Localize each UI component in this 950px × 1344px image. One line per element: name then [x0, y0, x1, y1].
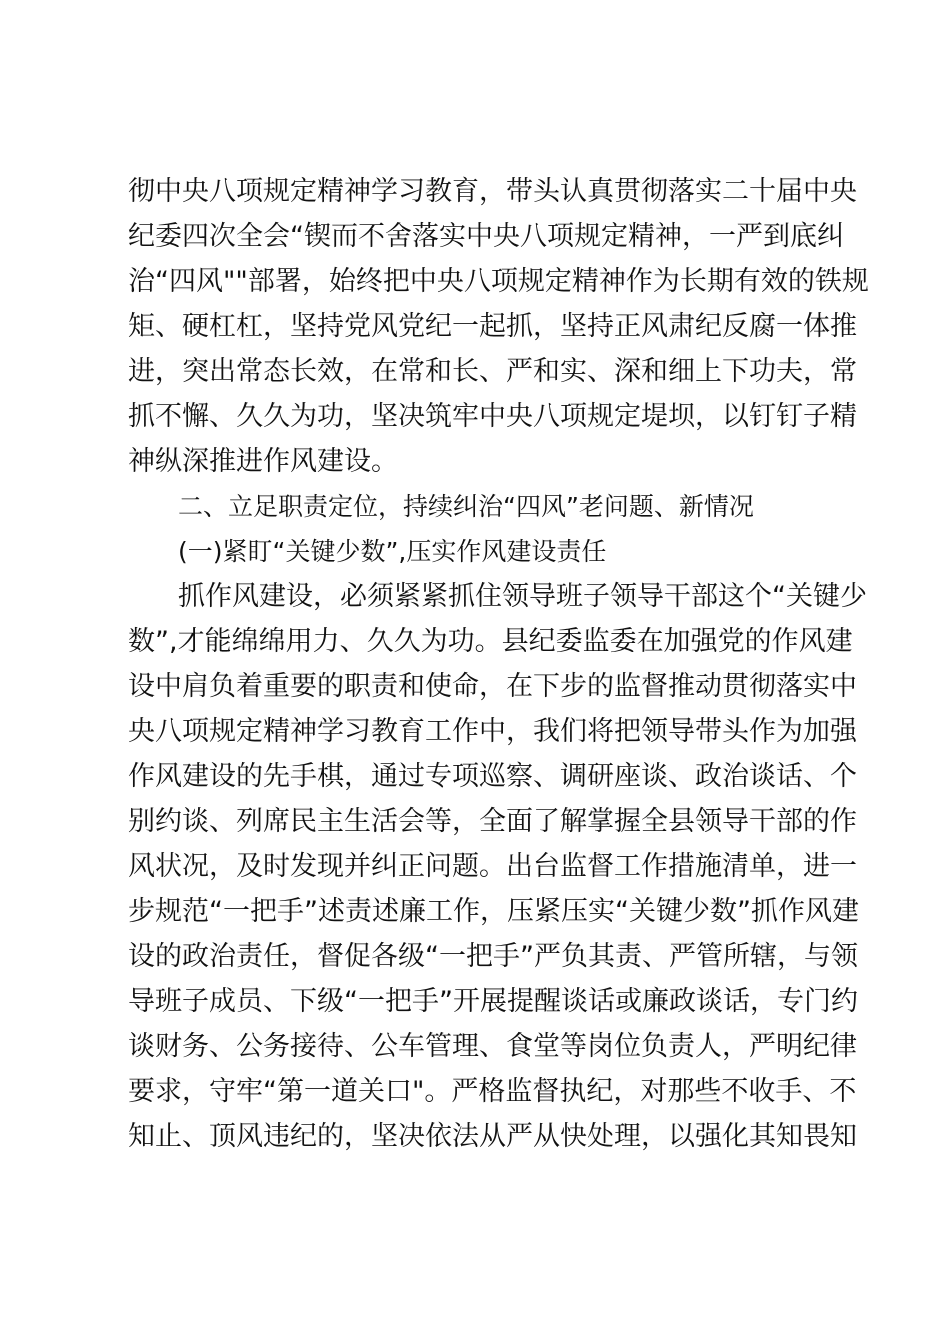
- body-text-line: 知止、顶风违纪的，坚决依法从严从快处理，以强化其知畏知: [128, 1121, 857, 1152]
- body-text-line: 数”,才能绵绵用力、久久为功。县纪委监委在加强党的作风建: [128, 626, 853, 657]
- body-text-line: 要求，守牢“第一道关口"。严格监督执纪，对那些不收手、不: [128, 1076, 857, 1107]
- body-text-line: 作风建设的先手棋，通过专项巡察、调研座谈、政治谈话、个: [128, 761, 857, 792]
- section-heading: 二、立足职责定位，持续纠治“四风”老问题、新情况: [178, 492, 754, 521]
- body-text-line: 进，突出常态长效，在常和长、严和实、深和细上下功夫，常: [128, 356, 857, 387]
- body-text-line: 抓不懈、久久为功，坚决筑牢中央八项规定堤坝，以钉钉子精: [128, 401, 857, 432]
- body-text-line: 风状况，及时发现并纠正问题。出台监督工作措施清单，进一: [128, 851, 857, 882]
- body-text-line: 别约谈、列席民主生活会等，全面了解掌握全县领导干部的作: [128, 806, 857, 837]
- body-text-line: 彻中央八项规定精神学习教育，带头认真贯彻落实二十届中央: [128, 176, 857, 207]
- body-text-line: 神纵深推进作风建设。: [128, 446, 398, 477]
- body-text-line: 谈财务、公务接待、公车管理、食堂等岗位负责人，严明纪律: [128, 1031, 857, 1062]
- body-text-line: 导班子成员、下级“一把手”开展提醒谈话或廉政谈话，专门约: [128, 986, 858, 1017]
- body-text-line: 设中肩负着重要的职责和使命，在下步的监督推动贯彻落实中: [128, 671, 857, 702]
- body-text-line: 矩、硬杠杠，坚持党风党纪一起抓，坚持正风肃纪反腐一体推: [128, 311, 857, 342]
- body-text-line: 抓作风建设，必须紧紧抓住领导班子领导干部这个“关键少: [178, 581, 867, 612]
- subsection-heading: (一)紧盯“关键少数”,压实作风建设责任: [178, 537, 607, 566]
- body-text-line: 治“四风""部署，始终把中央八项规定精神作为长期有效的铁规: [128, 266, 869, 297]
- body-text-line: 央八项规定精神学习教育工作中，我们将把领导带头作为加强: [128, 716, 857, 747]
- body-text-line: 纪委四次全会“锲而不舍落实中央八项规定精神，一严到底纠: [128, 221, 844, 252]
- body-text-line: 设的政治责任，督促各级“一把手”严负其责、严管所辖，与领: [128, 941, 858, 972]
- body-text-line: 步规范“一把手”述责述廉工作，压紧压实“关键少数”抓作风建: [128, 896, 859, 927]
